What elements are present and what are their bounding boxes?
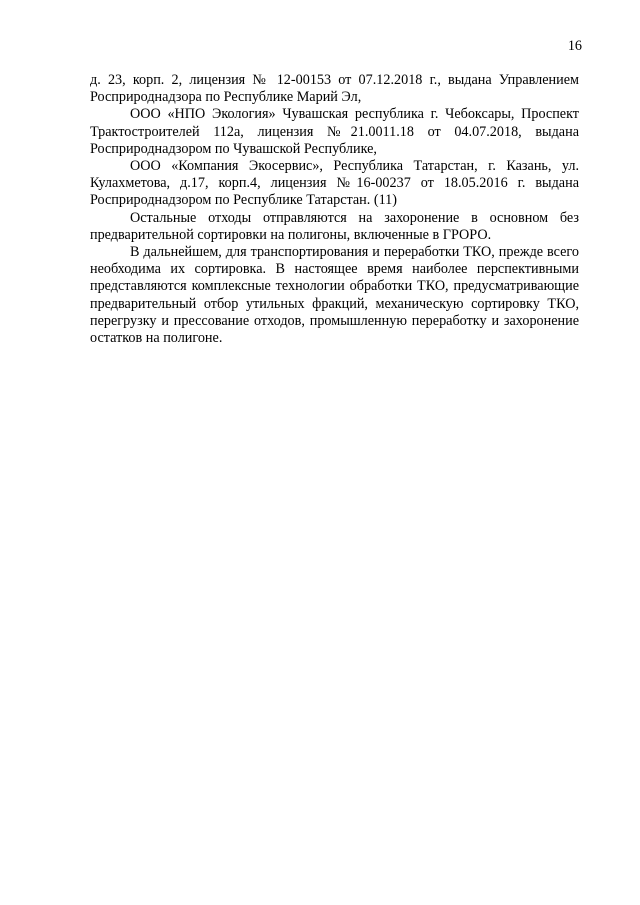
paragraph-remaining-waste: Остальные отходы отправляются на захоронение в основном без предварительной сортировки на полигоны, включенные в ГРОРО.	[90, 209, 579, 243]
page-number: 16	[567, 38, 582, 54]
paragraph-license-mari-el: д. 23, корп. 2, лицензия № 12-00153 от 07.12.2018 г., выдана Управлением Росприроднадзора по Республике Марий Эл,	[90, 72, 579, 106]
paragraph-npo-ekologiya: ООО «НПО Экология» Чувашская республика г. Чебоксары, Проспект Трактостроителей 112а, лицензия №21.0011.18 от 04.07.2018, выдана Росприроднадзором по Чувашской Республике,	[90, 106, 579, 157]
paragraph-kompaniya-ekoservis: ООО «Компания Экосервис», Республика Татарстан, г. Казань, ул. Кулахметова, д.17, корп.4, лицензия №16-00237 от 18.05.2016 г. выдана Росприроднадзором по Республике Татарстан. (11)	[90, 158, 579, 209]
document-body	[90, 72, 579, 347]
paragraph-future-sorting: В дальнейшем, для транспортирования и переработки ТКО, прежде всего необходима их сортировка. В настоящее время наиболее перспективными представляются комплексные технологии обработки ТКО, предусматривающие предварительный отбор утильных фракций, механическую сортировку ТКО, перегрузку и прессование отходов, промышленную переработку и захоронение остатков на полигоне.	[90, 244, 579, 347]
